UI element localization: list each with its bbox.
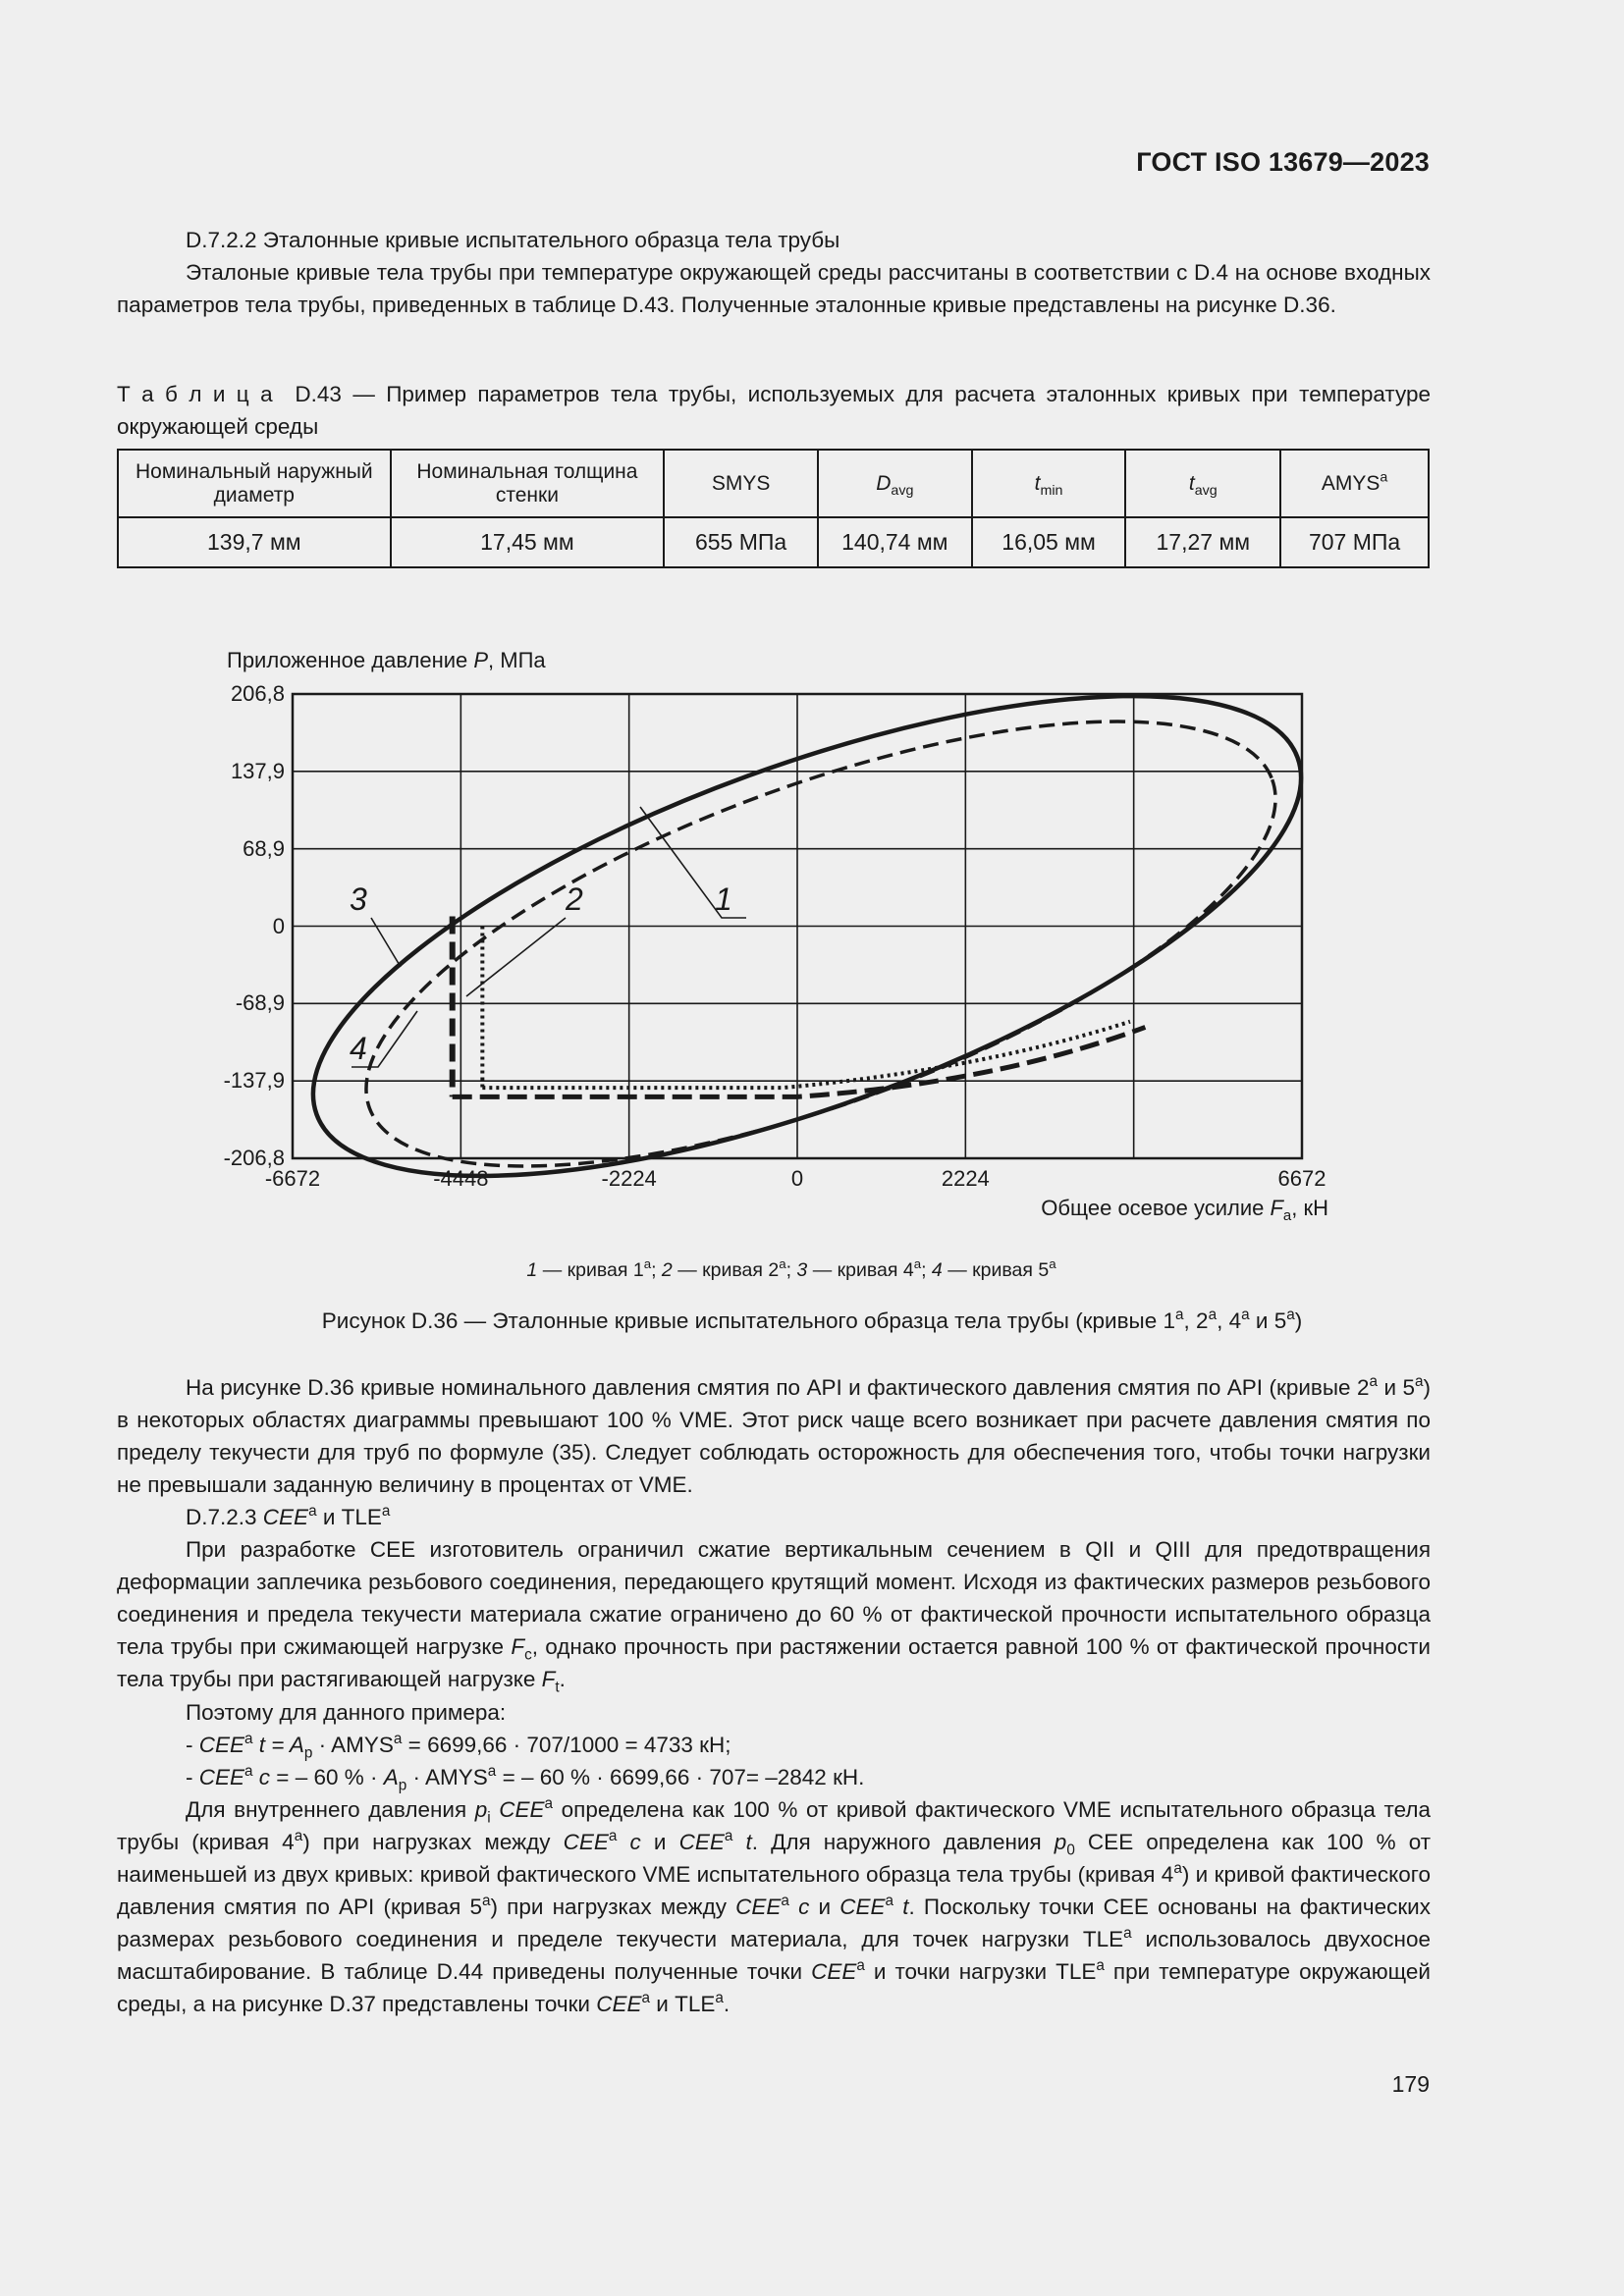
header-d-avg [818, 450, 972, 517]
curve-label-3: 3 [350, 881, 367, 917]
x-axis-label-var: F [1270, 1196, 1283, 1220]
legend-sup-3: a [913, 1256, 922, 1272]
pi-c2: c [617, 1830, 641, 1854]
table-caption-prefix: Т а б л и ц а [117, 382, 273, 406]
f2-sup: a [244, 1762, 253, 1780]
para-cee-fc: F [511, 1634, 525, 1659]
cell-d-avg: 140,74 мм [818, 517, 972, 567]
pi-cee4: CEE [735, 1895, 782, 1919]
table-row [118, 517, 1429, 567]
header-t-avg [1125, 450, 1280, 517]
pi-s12: a [641, 1989, 651, 2006]
standard-header: ГОСТ ISO 13679—2023 [1136, 147, 1430, 177]
pi-i: использовалось двухосное масштабирование. В таблице D.44 приведены полученные точки [117, 1927, 1432, 1984]
pi-s8: a [885, 1892, 894, 1909]
pi-s2: a [294, 1827, 303, 1844]
cell-t-min: 16,05 мм [972, 517, 1126, 567]
x-axis-label-sub: a [1282, 1207, 1292, 1225]
pi-po: p [1054, 1830, 1067, 1854]
figure-caption-sup-3: a [1241, 1306, 1250, 1323]
figure-caption-c2: , 4 [1217, 1308, 1242, 1333]
pi-p-sub: i [487, 1809, 491, 1827]
pi-d: . Для наружного давления [751, 1830, 1055, 1854]
cell-outer-diameter: 139,7 мм [118, 517, 391, 567]
f1-cee: CEE [198, 1733, 245, 1757]
para-cee-ft-sub: t [555, 1679, 560, 1696]
header-outer-diameter: Номинальный наружный диаметр [118, 450, 391, 517]
y-tick-label: -68,9 [235, 990, 285, 1016]
chart-grid [293, 694, 1302, 1158]
d723-and: и TLE [316, 1505, 382, 1529]
header-amys [1280, 450, 1429, 517]
pi-and1: и [640, 1830, 679, 1854]
figure-caption-sup-4: a [1286, 1306, 1295, 1323]
pi-m: . [723, 1992, 731, 2016]
pi-s11: a [1096, 1956, 1105, 1974]
pi-c: ) при нагрузках между [302, 1830, 564, 1854]
figure-caption-end: ) [1294, 1308, 1303, 1333]
table-caption-text: D.43 — Пример параметров тела трубы, используемых для расчета эталонных кривых при температуре окружающей среды [117, 382, 1431, 439]
pi-s7: a [781, 1892, 789, 1909]
pi-s10: a [856, 1956, 865, 1974]
y-tick-label: 137,9 [230, 758, 285, 783]
para-api-sup-1: a [1369, 1372, 1379, 1390]
header-t-min [972, 450, 1126, 517]
cell-smys: 655 МПа [664, 517, 818, 567]
f1-sup-2: a [393, 1730, 403, 1747]
formula-cee-t [117, 1729, 1431, 1761]
d723-num: D.7.2.3 [186, 1505, 263, 1529]
paragraph-internal-pressure [117, 1793, 1431, 2020]
y-tick-label: -137,9 [223, 1068, 285, 1094]
para-api-sup-2: a [1414, 1372, 1424, 1390]
header-t-avg-main: t [1188, 471, 1195, 495]
curve-2-bottom [482, 1022, 1130, 1088]
pi-cee5: CEE [839, 1895, 886, 1919]
f1-rest2: = 6699,66 · 707/1000 = 4733 кН; [402, 1733, 731, 1757]
y-axis-label-unit: , МПа [488, 648, 546, 672]
curve-label-2: 2 [566, 881, 583, 917]
pi-s3: a [608, 1827, 618, 1844]
figure-caption-c1: , 2 [1183, 1308, 1209, 1333]
curve-3 [315, 630, 1326, 1258]
parameters-table [117, 449, 1430, 568]
cell-wall-thickness: 17,45 мм [391, 517, 665, 567]
x-tick-label: 2224 [941, 1166, 990, 1191]
paragraph-api-collapse [117, 1371, 1431, 1501]
pi-b: определена как 100 % от кривой фактического VME испытательного образца тела трубы (кривая 4 [117, 1797, 1431, 1854]
y-tick-label: 68,9 [243, 835, 285, 861]
curve-4-bottom [453, 1027, 1146, 1096]
legend-text-4: — кривая 5 [942, 1259, 1050, 1281]
legend-text-2: — кривая 2 [672, 1259, 780, 1281]
f2-c: c [252, 1765, 271, 1789]
cell-t-avg: 17,27 мм [1125, 517, 1280, 567]
pi-e: CEE определена как 100 % от наименьшей из двух кривых: кривой фактического VME испытательного образца тела трубы (кривая 4 [117, 1830, 1432, 1887]
section-heading-d723 [117, 1501, 1431, 1533]
y-axis-label [227, 648, 546, 673]
leader-4 [352, 1011, 417, 1067]
leader-1 [640, 807, 746, 918]
para-api-c: ) в некоторых областях диаграммы превышают 100 % VME. Этот риск чаще всего возникает при расчете давления смятия по пределу текучести для труб по формуле (35). Следует соблюдать осторожность для обеспечения того, чтобы точки нагрузки не превышали заданную величину в процентах от VME. [117, 1375, 1431, 1497]
curve-label-1: 1 [715, 881, 732, 917]
legend-sep-1: ; [651, 1259, 662, 1281]
x-tick-label: 6672 [1277, 1166, 1326, 1191]
pi-f: ) и кривой фактического давления смятия по API (кривая 5 [117, 1862, 1431, 1919]
f1-t: t = A [252, 1733, 304, 1757]
d723-cee: CEE [262, 1505, 309, 1529]
pi-and2: и [809, 1895, 840, 1919]
pi-cee2: CEE [563, 1830, 609, 1854]
pi-sp [491, 1797, 500, 1822]
section-heading-d722: D.7.2.2 Эталонные кривые испытательного образца тела трубы [186, 228, 840, 252]
f2-sup-2: a [487, 1762, 497, 1780]
f2-rest: · AMYS [406, 1765, 488, 1789]
legend-sep-3: ; [921, 1259, 932, 1281]
f2-a: A [383, 1765, 399, 1789]
pi-s13: a [715, 1989, 724, 2006]
x-axis-label-unit: , кН [1291, 1196, 1328, 1220]
d723-sup-2: a [381, 1502, 391, 1520]
para-api-a: На рисунке D.36 кривые номинального давления смятия по API и фактического давления смятия по API (кривые 2 [186, 1375, 1370, 1400]
pi-cee6: CEE [811, 1959, 857, 1984]
figure-caption [0, 1308, 1624, 1334]
page-number: 179 [1391, 2071, 1430, 2097]
f1-sub: p [303, 1744, 313, 1762]
header-t-min-sub: min [1040, 482, 1063, 499]
legend-text-1: — кривая 1 [537, 1259, 644, 1281]
curve-label-4: 4 [350, 1031, 367, 1066]
y-axis-label-var: P [473, 648, 489, 672]
x-tick-label: -6672 [264, 1166, 321, 1191]
legend-sup-2: a [779, 1256, 786, 1272]
para-cee-fc-sub: c [524, 1646, 532, 1664]
x-axis-label-prefix: Общее осевое усилие [1041, 1196, 1271, 1220]
para-cee-ft: F [541, 1667, 556, 1691]
pi-p: p [474, 1797, 488, 1822]
figure-caption-sup-1: a [1175, 1306, 1184, 1323]
header-d-avg-main: D [876, 471, 892, 495]
chart-curves [258, 597, 1356, 1274]
header-t-min-main: t [1034, 471, 1041, 495]
legend-num-4: 4 [931, 1259, 943, 1281]
pi-j: и точки нагрузки TLE [864, 1959, 1097, 1984]
paragraph-reference-curves: Эталоные кривые тела трубы при температуре окружающей среды рассчитаны в соответствии с D.4 на основе входных параметров тела трубы, приведенных в таблице D.43. Полученные эталонные кривые представлены на рисунке D.36. [117, 260, 1431, 317]
y-tick-label: 206,8 [230, 681, 285, 706]
pi-l: и TLE [650, 1992, 716, 2016]
legend-sup-1: a [643, 1256, 652, 1272]
table-caption [117, 378, 1431, 443]
pi-t1: t [732, 1830, 752, 1854]
plot-frame [293, 694, 1302, 1158]
x-axis-label [1041, 1196, 1328, 1225]
pi-s6: a [481, 1892, 491, 1909]
pi-c3: c [788, 1895, 810, 1919]
y-tick-label: 0 [272, 913, 285, 938]
pi-po-sub: 0 [1066, 1842, 1075, 1859]
figure-legend [0, 1256, 1583, 1282]
x-tick-label: -2224 [601, 1166, 657, 1191]
legend-text-3: — кривая 4 [807, 1259, 914, 1281]
figure-caption-sup-2: a [1208, 1306, 1218, 1323]
legend-num-2: 2 [661, 1259, 673, 1281]
y-axis-label-prefix: Приложенное давление [227, 648, 474, 672]
header-amys-main: AMYS [1321, 471, 1380, 495]
y-tick-label: -206,8 [223, 1146, 285, 1170]
legend-sep-2: ; [785, 1259, 797, 1281]
header-wall-thickness: Номинальная толщина стенки [391, 450, 665, 517]
leader-3 [371, 918, 401, 967]
pi-cee7: CEE [596, 1992, 642, 2016]
f2-mid: = – 60 % · [270, 1765, 384, 1789]
x-tick-label: 0 [790, 1166, 804, 1191]
header-d-avg-sub: avg [891, 482, 914, 499]
pi-cee1: CEE [499, 1797, 545, 1822]
pi-s9: a [1123, 1924, 1132, 1942]
table-header-row [118, 450, 1429, 517]
cell-amys: 707 МПа [1280, 517, 1429, 567]
paragraph-cee-limits [117, 1533, 1431, 1695]
legend-num-1: 1 [526, 1259, 538, 1281]
f1-dash: - [186, 1733, 199, 1757]
header-smys: SMYS [664, 450, 818, 517]
d723-sup-1: a [308, 1502, 317, 1520]
pi-a: Для внутреннего давления [186, 1797, 475, 1822]
para-cee-b: , однако прочность при растяжении остается равной 100 % от фактической прочности тела трубы при растягивающей нагрузке [117, 1634, 1431, 1691]
pi-k: при температуре окружающей среды, а на рисунке D.37 представлены точки [117, 1959, 1431, 2016]
para-api-b: и 5 [1378, 1375, 1415, 1400]
f1-sup: a [244, 1730, 253, 1747]
pi-h: . Поскольку точки CEE основаны на фактических размерах резьбового соединения и пределе текучести материала, для точек нагрузки TLE [117, 1895, 1431, 1951]
legend-num-3: 3 [796, 1259, 808, 1281]
chart-leaders [352, 807, 746, 1067]
legend-sup-4: a [1049, 1256, 1056, 1272]
figure-caption-text: Рисунок D.36 — Эталонные кривые испытательного образца тела трубы (кривые 1 [321, 1308, 1176, 1333]
pi-s1: a [544, 1794, 554, 1812]
f2-dash: - [186, 1765, 199, 1789]
f2-sub: p [398, 1777, 407, 1794]
pi-g: ) при нагрузках между [490, 1895, 736, 1919]
paragraph-therefore: Поэтому для данного примера: [186, 1700, 507, 1725]
leader-2 [466, 918, 566, 996]
x-tick-label: -4448 [433, 1166, 489, 1191]
f1-rest: · AMYS [312, 1733, 394, 1757]
pi-s5: a [1173, 1859, 1182, 1877]
para-cee-c: . [559, 1667, 566, 1691]
header-t-avg-sub: avg [1194, 482, 1218, 499]
pi-t2: t [893, 1895, 909, 1919]
f2-cee: CEE [198, 1765, 245, 1789]
header-amys-sup: a [1380, 468, 1388, 485]
f2-rest2: = – 60 % · 6699,66 · 707= –2842 кН. [496, 1765, 865, 1789]
para-cee-a: При разработке CEE изготовитель ограничил сжатие вертикальным сечением в QII и QIII для предотвращения деформации заплечика резьбового соединения, передающего крутящий момент. Исходя из фактических размеров резьбового соединения и предела текучести материала сжатие ограничено до 60 % от фактической прочности испытательного образца тела трубы при сжимающей нагрузке [117, 1537, 1431, 1659]
formula-cee-c [117, 1761, 1431, 1793]
curve-1 [258, 597, 1356, 1274]
figure-caption-c3: и 5 [1249, 1308, 1287, 1333]
pi-cee3: CEE [678, 1830, 725, 1854]
pi-s4: a [724, 1827, 733, 1844]
